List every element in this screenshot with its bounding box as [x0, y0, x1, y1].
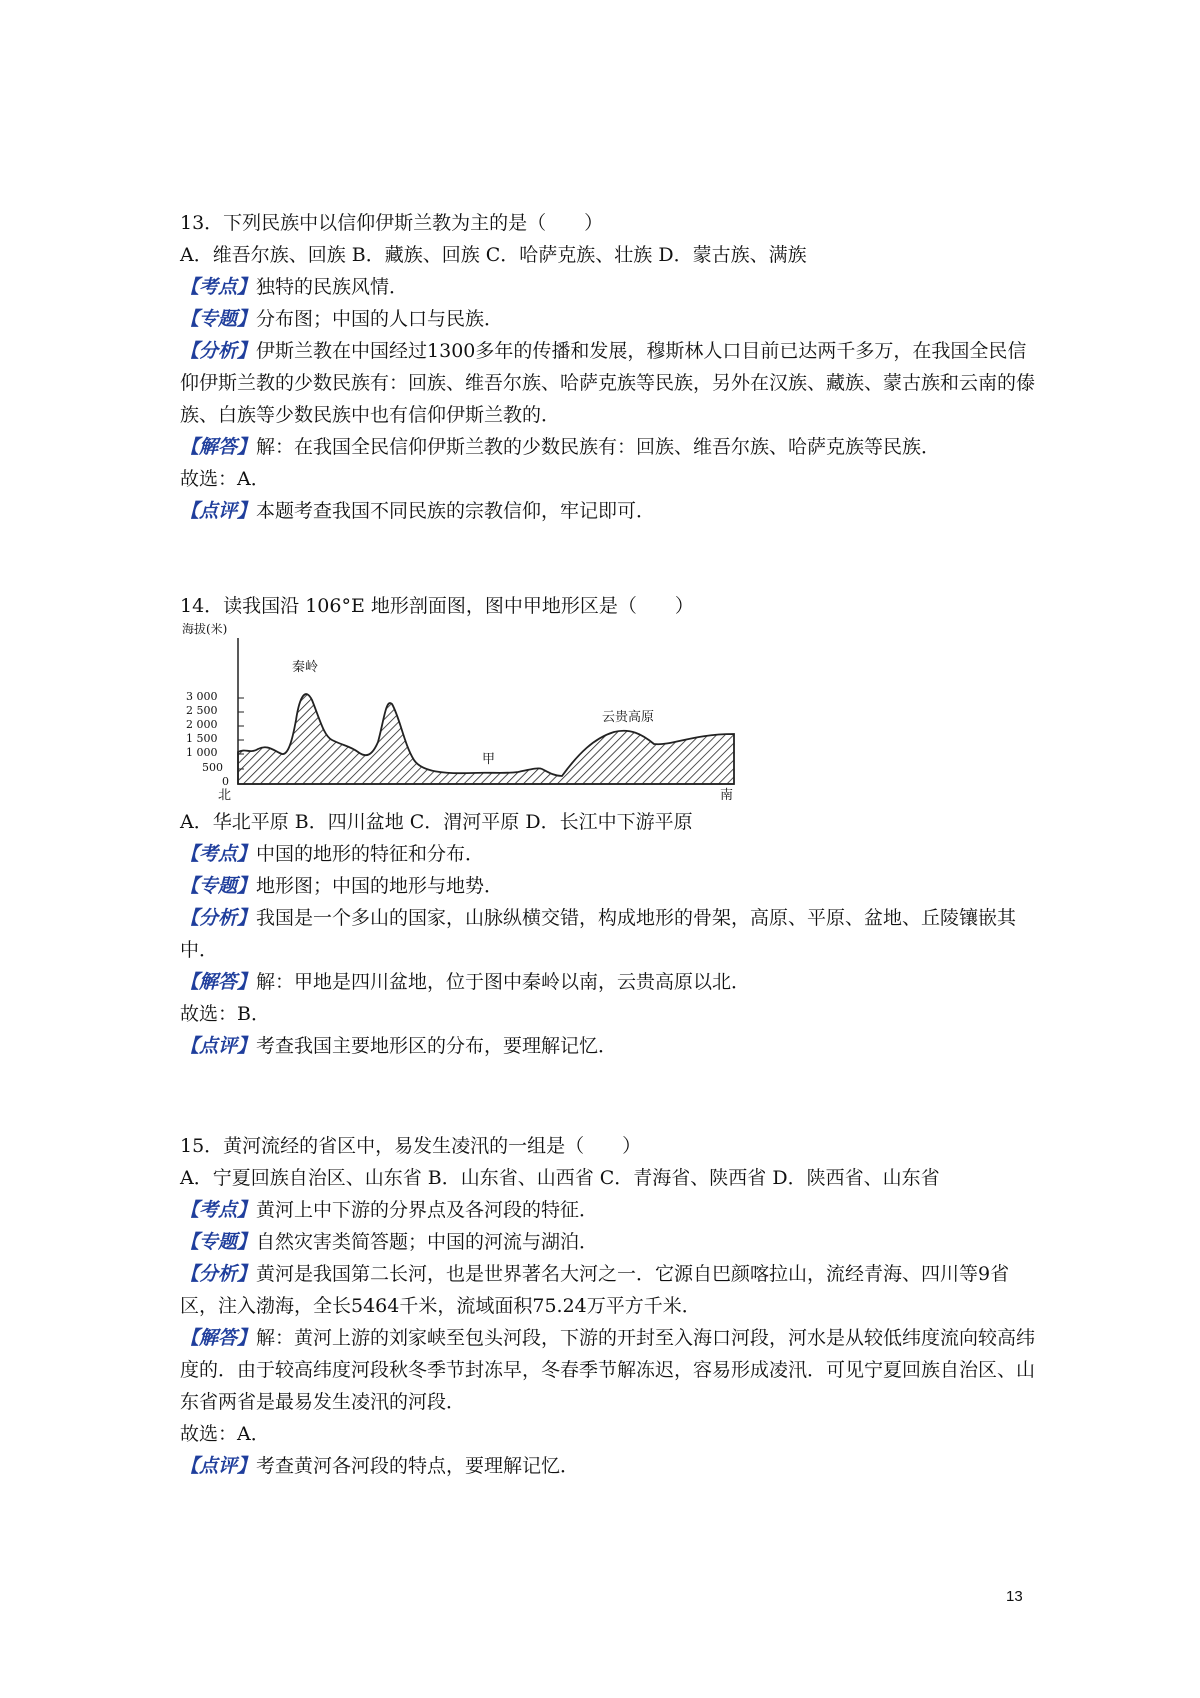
jieda-tag: 【解答】 [180, 436, 257, 458]
zhuanti-tag: 【专题】 [180, 308, 257, 330]
jieda-row [180, 966, 1040, 998]
y-tick-2500: 2 500 [186, 704, 218, 717]
kaodian-text: 黄河上中下游的分界点及各河段的特征． [256, 1199, 599, 1221]
dianping-row [180, 1450, 1040, 1482]
dianping-row [180, 495, 1040, 527]
zhuanti-text: 分布图；中国的人口与民族． [256, 308, 504, 330]
question-stem: 14．读我国沿 106°E 地形剖面图，图中甲地形区是（ ） [180, 595, 694, 617]
label-south: 南 [720, 788, 734, 803]
y-tick-0: 0 [222, 775, 229, 788]
kaodian-row [180, 1194, 1040, 1226]
label-north: 北 [218, 788, 232, 803]
question-14 [180, 590, 1040, 1062]
label-jia: 甲 [482, 752, 496, 767]
question-options: A．维吾尔族、回族 B．藏族、回族 C．哈萨克族、壮族 D．蒙古族、满族 [180, 244, 807, 266]
y-tick-3000: 3 000 [186, 690, 218, 703]
kaodian-row [180, 271, 1040, 303]
zhuanti-text: 地形图；中国的地形与地势． [256, 875, 504, 897]
jieda-tag: 【解答】 [180, 971, 257, 993]
kaodian-tag: 【考点】 [180, 843, 257, 865]
question-15 [180, 1130, 1040, 1482]
zhuanti-row [180, 870, 1040, 902]
fenxi-tag: 【分析】 [180, 1263, 257, 1285]
answer-line: 故选：B． [180, 1003, 270, 1025]
zhuanti-tag: 【专题】 [180, 1231, 257, 1253]
kaodian-tag: 【考点】 [180, 276, 257, 298]
zhuanti-tag: 【专题】 [180, 875, 257, 897]
fenxi-row [180, 1258, 1040, 1322]
terrain-area [238, 694, 734, 784]
dianping-tag: 【点评】 [180, 1035, 257, 1057]
dianping-text: 考查我国主要地形区的分布，要理解记忆． [256, 1035, 618, 1057]
y-tick-2000: 2 000 [186, 718, 218, 731]
question-options: A．宁夏回族自治区、山东省 B．山东省、山西省 C．青海省、陕西省 D．陕西省、山东省 [180, 1167, 940, 1189]
question-stem: 13．下列民族中以信仰伊斯兰教为主的是（ ） [180, 212, 604, 234]
zhuanti-row [180, 1226, 1040, 1258]
jieda-row [180, 1322, 1040, 1418]
dianping-row [180, 1030, 1040, 1062]
jieda-row [180, 431, 1040, 463]
dianping-text: 考查黄河各河段的特点，要理解记忆． [256, 1455, 580, 1477]
y-tick-500: 500 [202, 761, 223, 774]
jieda-text: 解：甲地是四川盆地，位于图中秦岭以南，云贵高原以北． [256, 971, 751, 993]
y-tick-1500: 1 500 [186, 732, 218, 745]
jieda-text: 解：黄河上游的刘家峡至包头河段，下游的开封至入海口河段，河水是从较低纬度流向较高纬度的．由于较高纬度河段秋冬季节封冻早，冬春季节解冻迟，容易形成凌汛．可见宁夏回族自治区、山东省两省是最易发生凌汛的河段． [180, 1327, 1036, 1413]
page-number: 13 [1006, 1588, 1023, 1605]
kaodian-text: 中国的地形的特征和分布． [256, 843, 485, 865]
dianping-text: 本题考查我国不同民族的宗教信仰，牢记即可． [256, 500, 656, 522]
kaodian-tag: 【考点】 [180, 1199, 257, 1221]
terrain-profile-svg [182, 624, 742, 802]
question-stem: 15．黄河流经的省区中，易发生凌汛的一组是（ ） [180, 1135, 642, 1157]
answer-line: 故选：A． [180, 468, 270, 490]
question-13 [180, 207, 1040, 527]
kaodian-row [180, 838, 1040, 870]
y-axis-title: 海拔(米) [182, 622, 228, 636]
fenxi-row [180, 335, 1040, 431]
jieda-tag: 【解答】 [180, 1327, 257, 1349]
fenxi-tag: 【分析】 [180, 340, 257, 362]
zhuanti-row [180, 303, 1040, 335]
terrain-profile-figure [182, 624, 742, 802]
zhuanti-text: 自然灾害类简答题；中国的河流与湖泊． [256, 1231, 599, 1253]
y-tick-1000: 1 000 [186, 746, 218, 759]
fenxi-text: 黄河是我国第二长河，也是世界著名大河之一．它源自巴颜喀拉山，流经青海、四川等9省区，注入渤海，全长5464千米，流域面积75.24万平方千米． [180, 1263, 1010, 1317]
label-yungui: 云贵高原 [602, 710, 655, 725]
fenxi-tag: 【分析】 [180, 907, 257, 929]
dianping-tag: 【点评】 [180, 1455, 257, 1477]
kaodian-text: 独特的民族风情． [256, 276, 409, 298]
question-options: A．华北平原 B．四川盆地 C．渭河平原 D．长江中下游平原 [180, 811, 693, 833]
fenxi-text: 我国是一个多山的国家，山脉纵横交错，构成地形的骨架，高原、平原、盆地、丘陵镶嵌其中． [180, 907, 1017, 961]
jieda-text: 解：在我国全民信仰伊斯兰教的少数民族有：回族、维吾尔族、哈萨克族等民族． [256, 436, 941, 458]
answer-line: 故选：A． [180, 1423, 270, 1445]
fenxi-row [180, 902, 1040, 966]
label-qinling: 秦岭 [292, 660, 319, 675]
dianping-tag: 【点评】 [180, 500, 257, 522]
fenxi-text: 伊斯兰教在中国经过1300多年的传播和发展，穆斯林人口目前已达两千多万，在我国全民信仰伊斯兰教的少数民族有：回族、维吾尔族、哈萨克族等民族，另外在汉族、藏族、蒙古族和云南的傣族、白族等少数民族中也有信仰伊斯兰教的． [180, 340, 1036, 426]
